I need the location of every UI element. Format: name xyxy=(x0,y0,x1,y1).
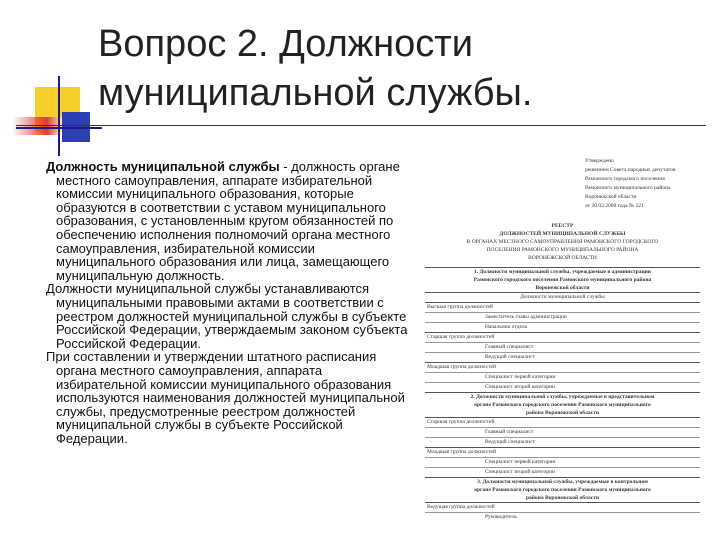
table-row: Высшая группа должностей xyxy=(425,302,700,312)
table-row: Должности муниципальной службы xyxy=(425,292,700,302)
register-title-line: ВОРОНЕЖСКОЙ ОБЛАСТИ xyxy=(528,255,597,261)
table-row: Старшая группа должностей xyxy=(425,332,700,342)
section-heading-line: органе Рамонского городского поселения Рамонского муниципального xyxy=(474,402,651,408)
approval-line: решением Совета народных депутатов xyxy=(585,167,676,173)
register-title-line: РЕЕСТР xyxy=(551,223,574,229)
section-heading-line: органе Рамонского городского поселения Рамонского муниципального xyxy=(474,487,651,493)
section-heading-line: Рамонского городского поселения Рамонского муниципального района xyxy=(473,277,652,283)
register-title xyxy=(425,222,700,262)
paragraph-definition xyxy=(28,160,410,282)
definition-text: - должность органе местного самоуправления, аппарате избирательной комиссии муниципального образования, которые образуются в соответствии с уставом муниципального образования, с установленным кругом обязанностей по обеспечению исполнения полномочий органа местного самоуправления, избирательной комиссии муниципального образования или лица, замещающего муниципальную должность. xyxy=(56,159,400,283)
table-row: Заместитель главы администрации xyxy=(425,312,700,322)
table-row: Руководитель xyxy=(425,512,700,522)
approval-line: Рамонского городского поселения xyxy=(585,176,665,182)
slide-title xyxy=(98,20,698,118)
section-heading-line: Воронежской области xyxy=(535,285,590,291)
table-row: Младшая группа должностей xyxy=(425,362,700,372)
approval-line: Утверждено xyxy=(585,158,614,164)
section-heading xyxy=(425,477,700,502)
table-row: Специалист второй категории xyxy=(425,467,700,477)
register-document-image xyxy=(425,157,700,527)
section-heading-line: района Воронежской области xyxy=(525,495,600,501)
approval-line: Воронежской области xyxy=(585,194,637,200)
register-title-line: В ОРГАНАХ МЕСТНОГО САМОУПРАВЛЕНИЯ РАМОНСКОГО ГОРОДСКОГО xyxy=(466,239,659,245)
slide-title-line2: муниципальной службы. xyxy=(98,72,533,114)
section-heading xyxy=(425,267,700,292)
approval-line: от 20.03.2008 года № 221 xyxy=(585,203,644,209)
section-heading-line: 1. Должности муниципальной службы, учреждаемые в администрации xyxy=(474,269,651,275)
title-underline xyxy=(16,125,706,126)
section-heading-line: 3. Должности муниципальной службы, учреждаемые в контрольном xyxy=(477,479,648,485)
section-heading xyxy=(425,392,700,417)
body-text xyxy=(28,160,410,445)
section-heading-line: 2. Должности муниципальной службы, учреждаемые в представительном xyxy=(470,394,655,400)
vertical-accent-line xyxy=(58,76,60,156)
register-title-line: ПОСЕЛЕНИЯ РАМОНСКОГО МУНИЦИПАЛЬНОГО РАЙОНА xyxy=(486,247,639,253)
section-heading-line: района Воронежской области xyxy=(525,410,600,416)
title-underline-accent xyxy=(16,127,102,129)
paragraph-staffing: При составлении и утверждении штатного расписания органа местного самоуправления, аппарата избирательной комиссии муниципального образования используются наименования должностей муниципальной службы, предусмотренные реестром должностей муниципальной службы в субъекте Российской Федерации. xyxy=(46,349,405,446)
red-bar xyxy=(12,117,62,135)
paragraph-establishment: Должности муниципальной службы устанавливаются муниципальными правовыми актами в соответствии с реестром должностей муниципальной службы в субъекте Российской Федерации, утверждаемым законом субъекта Российской Федерации. xyxy=(46,281,408,351)
table-row: Начальник отдела xyxy=(425,322,700,332)
table-row: Специалист первой категории xyxy=(425,372,700,382)
approval-block xyxy=(585,157,700,211)
table-row: Старшая группа должностей xyxy=(425,417,700,427)
table-row: Главный специалист xyxy=(425,427,700,437)
table-row: Специалист второй категории xyxy=(425,382,700,392)
table-row: Ведущая группа должностей xyxy=(425,502,700,512)
table-row: Специалист первой категории xyxy=(425,457,700,467)
register-title-line: ДОЛЖНОСТЕЙ МУНИЦИПАЛЬНОЙ СЛУЖБЫ xyxy=(499,231,626,237)
table-row: Младшая группа должностей xyxy=(425,447,700,457)
definition-term: Должность муниципальной службы xyxy=(46,159,280,174)
register-table xyxy=(425,267,700,522)
table-row: Ведущий специалист xyxy=(425,437,700,447)
approval-line: Рамонского муниципального района xyxy=(585,185,671,191)
slide-title-line1: Вопрос 2. Должности xyxy=(98,23,473,65)
table-row: Ведущий специалист xyxy=(425,352,700,362)
table-row: Главный специалист xyxy=(425,342,700,352)
